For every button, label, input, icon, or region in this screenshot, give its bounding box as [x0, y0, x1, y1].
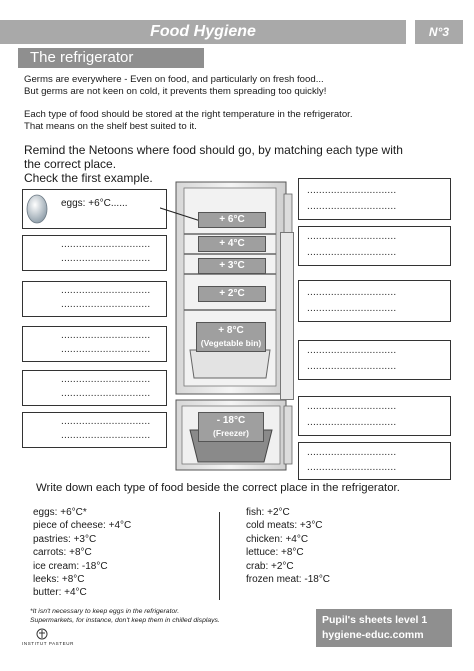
section-title: The refrigerator: [30, 49, 134, 66]
answer-box-right-5[interactable]: .............................. ..............................: [298, 396, 451, 436]
intro-line-4: That means on the shelf best suited to it.: [24, 121, 197, 132]
vegetable-bin-temp: + 8°C: [218, 325, 244, 336]
list-item: ice cream: -18°C: [33, 560, 108, 572]
instruction-line-1: Remind the Netoons where food should go, by matching each type with: [24, 143, 403, 157]
list-item: chicken: +4°C: [246, 533, 309, 545]
footer-box: [316, 609, 452, 647]
list-item: leeks: +8°C: [33, 574, 85, 586]
list-item: piece of cheese: +4°C: [33, 520, 132, 532]
list-item: pastries: +3°C: [33, 533, 97, 545]
list-item: cold meats: +3°C: [246, 520, 323, 532]
list-item: fish: +2°C: [246, 507, 290, 518]
sheet-number: N°3: [415, 20, 463, 44]
list-item: butter: +4°C: [33, 587, 87, 599]
answer-box-right-1[interactable]: .............................. ..............................: [298, 178, 451, 220]
footnote-line-2: Supermarkets, for instance, don't keep them in chilled displays.: [30, 617, 220, 624]
answer-box-left-4[interactable]: .............................. ..............................: [22, 370, 167, 406]
answer-box-left-2[interactable]: .............................. ..............................: [22, 281, 167, 317]
vegetable-bin-text: (Vegetable bin): [200, 338, 262, 348]
list-item: crab: +2°C: [246, 560, 294, 572]
shelf-label-3: + 3°C: [198, 258, 266, 274]
example-text: eggs: +6°C......: [61, 198, 128, 209]
page-title: Food Hygiene: [150, 23, 256, 40]
food-list-left: [33, 506, 131, 600]
footnote-line-1: *It isn't necessary to keep eggs in the refrigerator.: [30, 608, 180, 615]
list-item: eggs: +6°C*: [33, 507, 87, 518]
freezer-label: [198, 412, 264, 442]
list-divider: [219, 512, 220, 600]
shelf-label-4: + 2°C: [198, 286, 266, 302]
answer-box-left-5[interactable]: .............................. ..............................: [22, 412, 167, 448]
institut-pasteur-logo-icon: [36, 628, 48, 640]
logo-text: INSTITUT PASTEUR: [22, 641, 74, 646]
example-box: [22, 189, 167, 229]
intro-line-1: Germs are everywhere - Even on food, and particularly on fresh food...: [24, 74, 324, 85]
instruction-line-2: the correct place.: [24, 157, 117, 171]
answer-box-left-3[interactable]: .............................. ..............................: [22, 326, 167, 362]
footer-level: Pupil's sheets level 1: [322, 614, 428, 626]
answer-box-right-2[interactable]: .............................. ..............................: [298, 226, 451, 266]
footer-website: hygiene-educ.comm: [322, 629, 424, 641]
freezer-text: (Freezer): [213, 428, 249, 438]
vegetable-bin-label: [196, 322, 266, 352]
freezer-temp: - 18°C: [216, 415, 246, 426]
list-item: lettuce: +8°C: [246, 547, 304, 559]
answer-box-left-1[interactable]: .............................. ..............................: [22, 235, 167, 271]
instruction-line-3: Check the first example.: [24, 171, 153, 185]
list-item: frozen meat: -18°C: [246, 574, 331, 586]
food-list-right: [246, 506, 330, 586]
answer-box-right-6[interactable]: .............................. ..............................: [298, 442, 451, 480]
egg-icon: [26, 193, 48, 225]
write-down-instruction: Write down each type of food beside the correct place in the refrigerator.: [36, 482, 400, 494]
answer-box-right-4[interactable]: .............................. ..............................: [298, 340, 451, 380]
list-item: carrots: +8°C: [33, 547, 92, 559]
answer-box-right-3[interactable]: .............................. ..............................: [298, 280, 451, 322]
intro-line-2: But germs are not keen on cold, it prevents them spreading too quickly!: [24, 86, 327, 97]
intro-line-3: Each type of food should be stored at the right temperature in the refrigerator.: [24, 109, 353, 120]
fridge-door-strip: [280, 232, 294, 400]
shelf-label-2: + 4°C: [198, 236, 266, 252]
shelf-label-1: + 6°C: [198, 212, 266, 228]
